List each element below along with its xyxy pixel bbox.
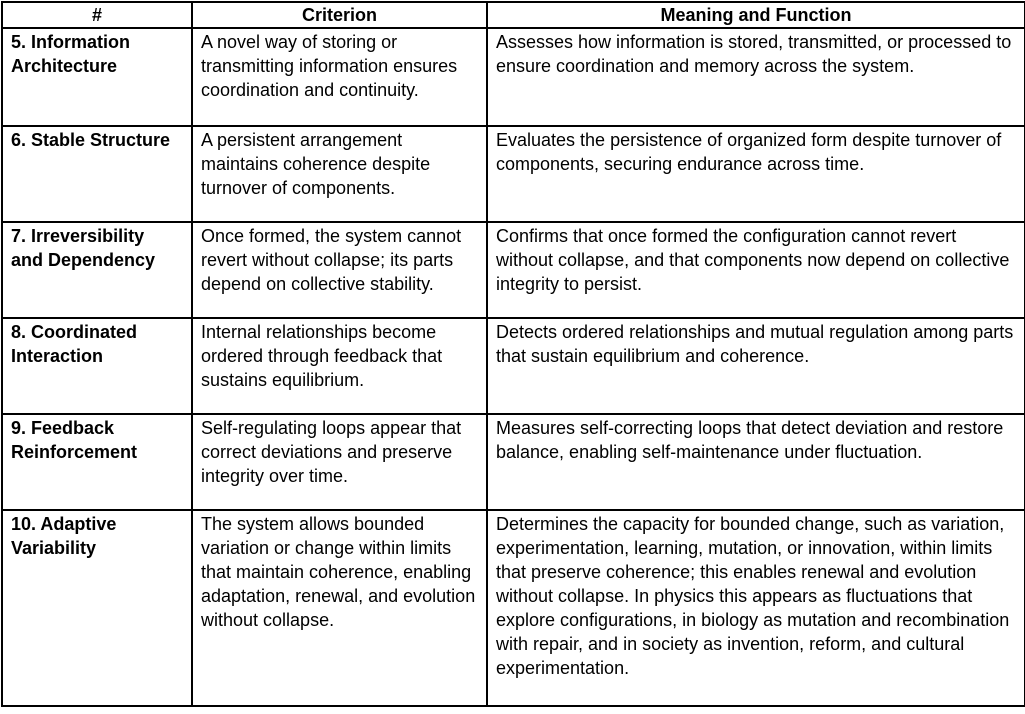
meaning-cell: Detects ordered relationships and mutual regulation among parts that sustain equilibrium and coherence. xyxy=(487,318,1025,414)
criterion-cell: A novel way of storing or transmitting information ensures coordination and continuity. xyxy=(192,28,487,126)
row-num-cell: 6. Stable Structure xyxy=(2,126,192,222)
table-row xyxy=(2,222,1025,318)
row-num-cell: 7. Irreversibility and Dependency xyxy=(2,222,192,318)
table-row xyxy=(2,510,1025,706)
row-num-cell: 5. Information Architecture xyxy=(2,28,192,126)
column-header-criterion: Criterion xyxy=(192,2,487,28)
column-header-num: # xyxy=(2,2,192,28)
meaning-cell: Determines the capacity for bounded change, such as variation, experimentation, learning, mutation, or innovation, within limits that preserve coherence; this enables renewal and evolution without collapse. In physics this appears as fluctuations that explore configurations, in biology as mutation and recombination with repair, and in society as invention, reform, and cultural experimentation. xyxy=(487,510,1025,706)
table-row xyxy=(2,318,1025,414)
criteria-table xyxy=(1,1,1025,707)
criterion-cell: A persistent arrangement maintains coherence despite turnover of components. xyxy=(192,126,487,222)
row-num-cell: 9. Feedback Reinforcement xyxy=(2,414,192,510)
criterion-cell: Internal relationships become ordered through feedback that sustains equilibrium. xyxy=(192,318,487,414)
criterion-cell: The system allows bounded variation or change within limits that maintain coherence, enabling adaptation, renewal, and evolution without collapse. xyxy=(192,510,487,706)
table-row xyxy=(2,126,1025,222)
table-row xyxy=(2,414,1025,510)
criterion-cell: Self-regulating loops appear that correct deviations and preserve integrity over time. xyxy=(192,414,487,510)
meaning-cell: Evaluates the persistence of organized form despite turnover of components, securing endurance across time. xyxy=(487,126,1025,222)
meaning-cell: Confirms that once formed the configuration cannot revert without collapse, and that components now depend on collective integrity to persist. xyxy=(487,222,1025,318)
row-num-cell: 8. Coordinated Interaction xyxy=(2,318,192,414)
meaning-cell: Assesses how information is stored, transmitted, or processed to ensure coordination and memory across the system. xyxy=(487,28,1025,126)
column-header-meaning: Meaning and Function xyxy=(487,2,1025,28)
row-num-cell: 10. Adaptive Variability xyxy=(2,510,192,706)
header-row xyxy=(2,2,1025,28)
criterion-cell: Once formed, the system cannot revert without collapse; its parts depend on collective stability. xyxy=(192,222,487,318)
table-row xyxy=(2,28,1025,126)
meaning-cell: Measures self-correcting loops that detect deviation and restore balance, enabling self-maintenance under fluctuation. xyxy=(487,414,1025,510)
